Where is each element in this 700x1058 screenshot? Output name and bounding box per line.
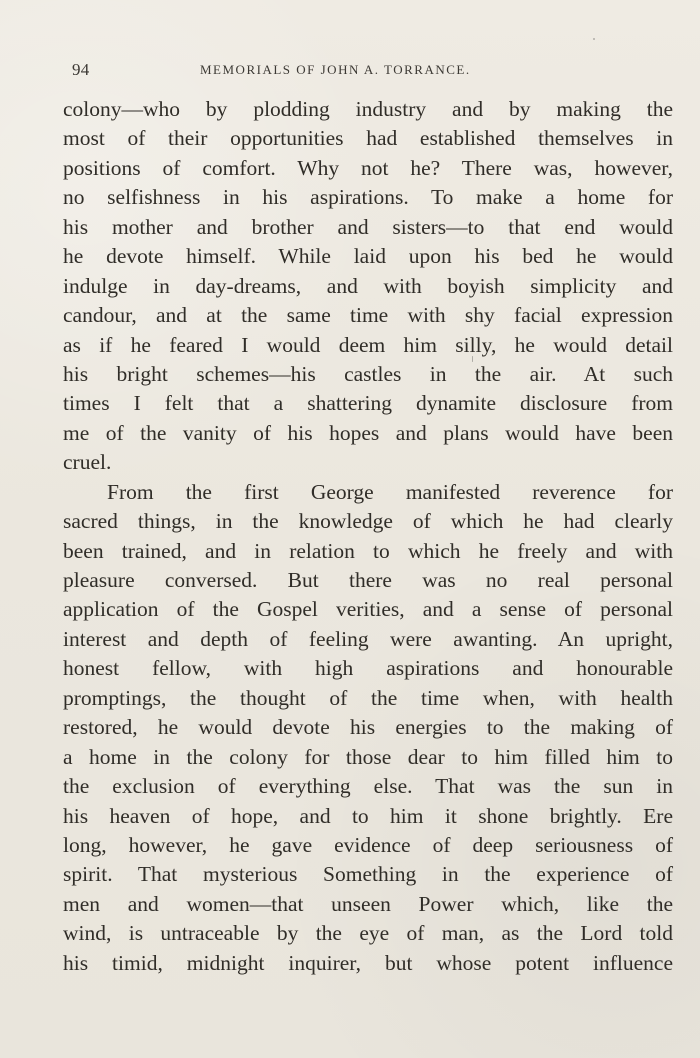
- body-text: [63, 95, 673, 978]
- text-line: sacred things, in the knowledge of which he had clearly: [63, 509, 673, 534]
- paragraph-start-line: From the first George manifested reverence for: [107, 479, 673, 504]
- text-line: as if he feared I would deem him silly, he would detail: [63, 332, 673, 357]
- text-line: pleasure conversed. But there was no real personal: [63, 568, 673, 592]
- text-line: candour, and at the same time with shy facial expression: [63, 303, 673, 328]
- text-line: long, however, he gave evidence of deep seriousness of: [63, 832, 673, 857]
- paragraph-end-line: cruel.: [63, 450, 112, 475]
- text-line: honest fellow, with high aspirations and honourable: [63, 656, 673, 681]
- text-line: spirit. That mysterious Something in the experience of: [63, 862, 673, 887]
- text-line: indulge in day-dreams, and with boyish simplicity and: [63, 273, 673, 298]
- text-line: colony—who by plodding industry and by making the: [63, 97, 673, 121]
- paper-speck: [593, 38, 595, 40]
- text-line: been trained, and in relation to which he freely and with: [63, 538, 673, 563]
- page-number: 94: [72, 60, 90, 79]
- text-line: me of the vanity of his hopes and plans would have been: [63, 420, 673, 445]
- text-line: men and women—that unseen Power which, like the: [63, 891, 673, 916]
- text-line: positions of comfort. Why not he? There was, however,: [63, 155, 673, 180]
- text-line: times I felt that a shattering dynamite disclosure from: [63, 391, 673, 416]
- text-line: his heaven of hope, and to him it shone brightly. Ere: [63, 803, 673, 828]
- text-line: wind, is untraceable by the eye of man, as the Lord told: [63, 921, 673, 946]
- text-line: promptings, the thought of the time when, with health: [63, 685, 673, 710]
- text-line: most of their opportunities had established themselves in: [63, 126, 673, 151]
- text-line: a home in the colony for those dear to him filled him to: [63, 744, 673, 769]
- text-line: application of the Gospel verities, and a sense of personal: [63, 597, 673, 622]
- text-line: interest and depth of feeling were awanting. An upright,: [63, 626, 673, 651]
- text-line: he devote himself. While laid upon his bed he would: [63, 244, 673, 269]
- running-title: MEMORIALS OF JOHN A. TORRANCE.: [200, 62, 471, 77]
- page-header: [72, 60, 668, 84]
- text-line: the exclusion of everything else. That was the sun in: [63, 774, 673, 799]
- text-line: his mother and brother and sisters—to that end would: [63, 214, 673, 239]
- text-line: his timid, midnight inquirer, but whose potent influence: [63, 950, 673, 975]
- text-line: no selfishness in his aspirations. To make a home for: [63, 185, 673, 210]
- text-line: his bright schemes—his castles in the air. At such: [63, 361, 673, 386]
- text-line: restored, he would devote his energies to the making of: [63, 715, 673, 740]
